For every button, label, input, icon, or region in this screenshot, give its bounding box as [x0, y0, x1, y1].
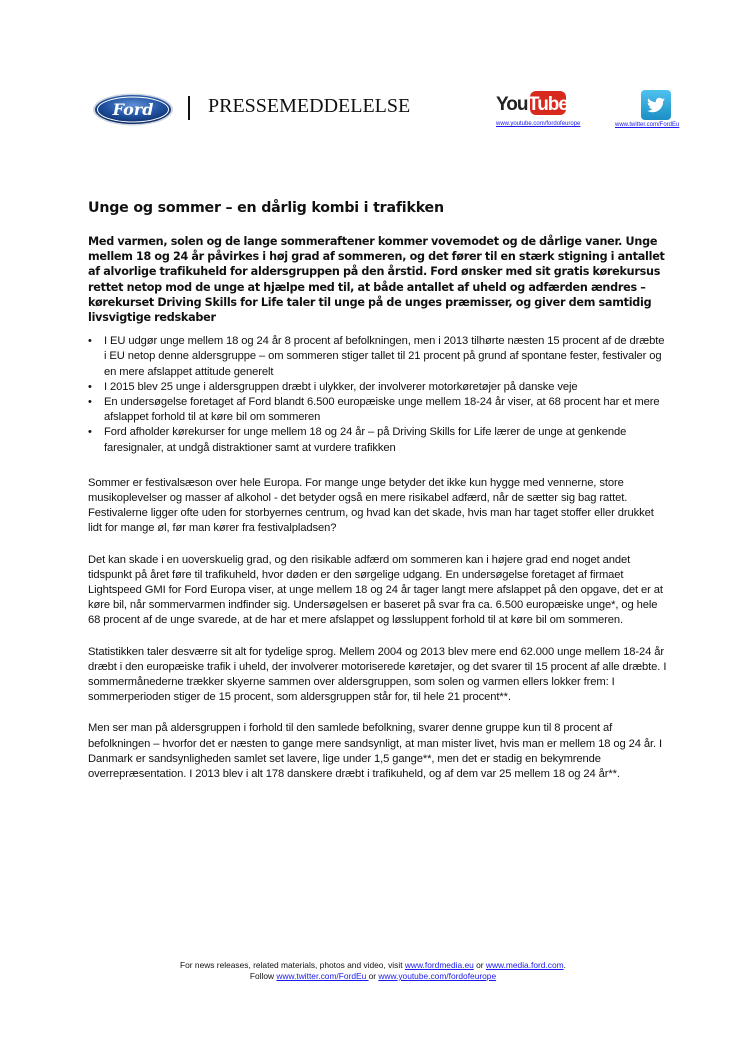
svg-text:You: You: [496, 94, 528, 115]
list-item-text: I EU udgør unge mellem 18 og 24 år 8 procent af befolkningen, men i 2013 tilhørte næsten 15 procent af de dræbte i EU netop denne aldersgruppe – om sommeren stiger tallet til 21 procent på grund af spontane fester, festivaler og en mere afslappet attitude generelt: [104, 335, 665, 378]
article: [88, 198, 668, 798]
youtube-logo-icon[interactable]: [496, 90, 568, 116]
youtube-link[interactable]: www.youtube.com/fordofeurope: [496, 121, 581, 127]
list-item: [88, 380, 668, 395]
ford-logo-icon: [92, 93, 174, 126]
body-paragraph: Statistikken taler desværre sit alt for tydelige sprog. Mellem 2004 og 2013 blev mere end 62.000 unge mellem 18-24 år dræbt i den europæiske trafik i uheld, der involverer motoriserede køretøjer, og det svarer til 15 procent af alle dræbte. I sommermånederne trækker skyerne sammen over aldersgruppen, som solen og varmen ellers lokker frem: I sommerperioden stiger de 15 procent, som aldersgruppen står for, til hele 21 procent**.: [88, 645, 667, 704]
svg-text:Tube: Tube: [528, 94, 568, 115]
svg-text:Ford: Ford: [112, 100, 154, 119]
bullet-icon: •: [88, 335, 92, 348]
list-item: [88, 334, 668, 380]
article-title: Unge og sommer – en dårlig kombi i trafikken: [88, 200, 444, 216]
article-lead: Med varmen, solen og de lange sommeraftener kommer vovemodet og de dårlige vaner. Unge mellem 18 og 24 år påvirkes i høj grad af sommeren, og det fører til en stærk stigning i antallet af alvorlige trafikuheld for aldersgruppen på den årstid. Ford ønsker med sit gratis kørekursus rettet netop mod de unge at hjælpe med til, at både antallet af uheld og adfærden ændres – kørekurset Driving Skills for Life taler til unge på de unges præmisser, og giver dem samtidig livsvigtige redskaber: [88, 235, 665, 325]
list-item-text: Ford afholder kørekurser for unge mellem 18 og 24 år – på Driving Skills for Life lærer de unge at genkende faresignaler, at undgå distraktioner samt at vurdere trafikken: [104, 426, 627, 454]
footer-text: Follow: [249, 971, 277, 981]
bullet-icon: •: [88, 426, 92, 439]
footer-text: or: [368, 971, 379, 981]
key-points-list: [88, 334, 668, 456]
body-paragraph: Men ser man på aldersgruppen i forhold til den samlede befolkning, svarer denne gruppe kun til 8 procent af befolkningen – hvorfor det er næsten to gange mere sandsynligt, at man mister livet, hvis man er mellem 18 og 24 år. I Danmark er sandsynligheden samlet set lavere, lige under 1,5 gange**, men det er stadig en bekymrende overrepræsentation. I 2013 blev i alt 178 danskere dræbt i trafikuheld, og af dem var 25 mellem 18 og 24 år**.: [88, 722, 662, 781]
footer-twitter-link[interactable]: www.twitter.com/FordEu: [276, 971, 369, 981]
list-item-text: En undersøgelse foretaget af Ford blandt 6.500 europæiske unge mellem 18-24 år viser, at 68 procent har et mere afslappet forhold til at køre bil om sommeren: [104, 396, 660, 424]
footer-text: .: [563, 960, 566, 970]
twitter-logo-icon[interactable]: [640, 89, 672, 121]
header-divider: [188, 96, 190, 120]
footer-text: or: [473, 960, 486, 970]
body-paragraph: Det kan skade i en uoverskuelig grad, og den risikable adfærd om sommeren kan i højere grad end noget andet tidspunkt på året føre til trafikuheld, hvor døden er den sørgelige udgang. En undersøgelse foretaget af firmaet Lightspeed GMI for Ford Europa viser, at unge mellem 18 og 24 år tager langt mere afslappet på den opgave, det er at køre bil, når sommervarmen indfinder sig. Undersøgelsen er baseret på svar fra ca. 6.500 europæiske unge*, og hele 68 procent af de unge svarede, at de har et mere afslappet og løssluppent forhold til at køre bil om sommeren.: [88, 553, 663, 627]
bullet-icon: •: [88, 396, 92, 409]
footer-youtube-link[interactable]: www.youtube.com/fordofeurope: [378, 971, 497, 981]
page-footer: [0, 960, 746, 982]
media-ford-link[interactable]: www.media.ford.com: [485, 960, 564, 970]
bullet-icon: •: [88, 380, 92, 393]
list-item-text: I 2015 blev 25 unge i aldersgruppen dræbt i ulykker, der involverer motorkøretøjer på danske veje: [104, 380, 578, 393]
list-item: [88, 395, 668, 425]
footer-line-1: [0, 960, 746, 971]
fordmedia-link[interactable]: www.fordmedia.eu: [404, 960, 474, 970]
list-item: [88, 425, 668, 455]
footer-text: For news releases, related materials, photos and video, visit: [180, 960, 405, 970]
footer-line-2: [0, 971, 746, 982]
page-header: [0, 0, 746, 150]
body-paragraph: Sommer er festivalsæson over hele Europa. For mange unge betyder det ikke kun hygge med vennerne, store musikoplevelser og masser af alkohol - det betyder også en mere risikabel adfærd, når de sætter sig bag rattet. Festivalerne ligger ofte uden for storbyernes centrum, og hvad kan det skade, hvis man har taget stoffer eller drukket lidt for mange øl, før man kører fra festivalpladsen?: [88, 476, 654, 535]
header-title: PRESSEMEDDELELSE: [208, 95, 411, 117]
twitter-link[interactable]: www.twitter.com/FordEu: [615, 122, 680, 128]
